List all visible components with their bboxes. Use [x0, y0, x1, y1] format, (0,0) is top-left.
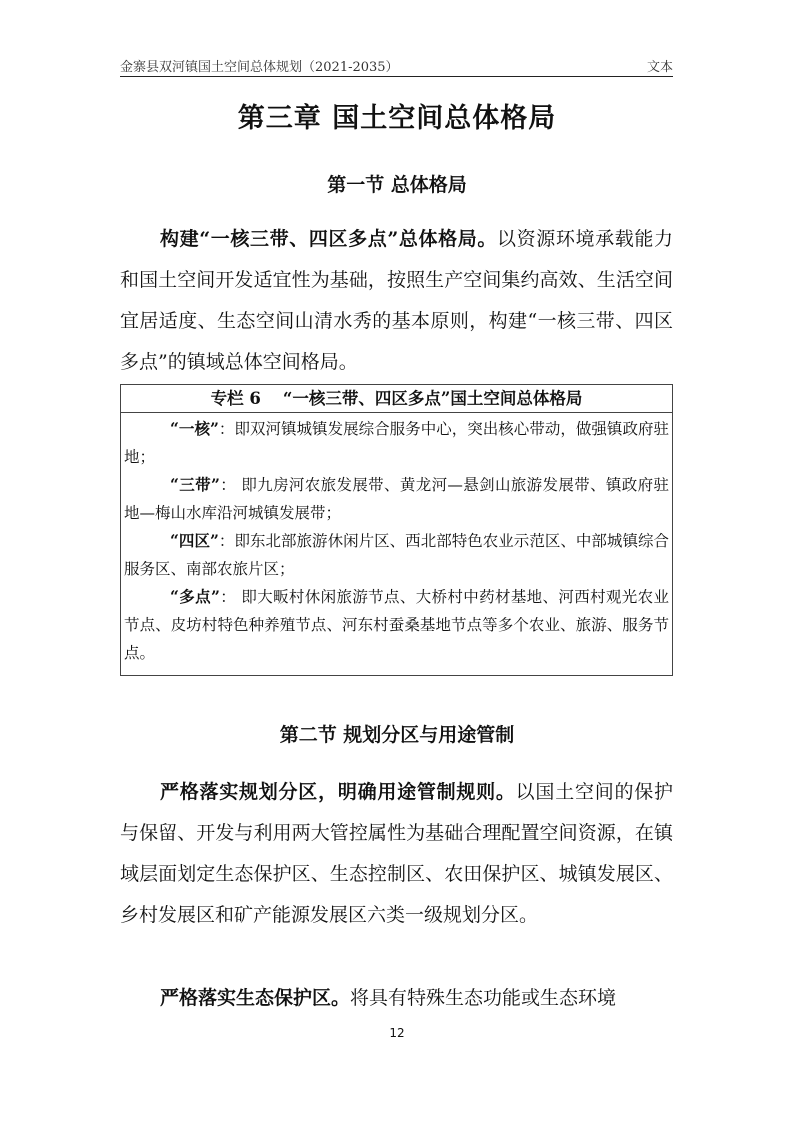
box-item-text: ： 即大畈村休闲旅游节点、大桥村中药材基地、河西村观光农业节点、皮坊村特色种养殖节点、河东村蚕桑基地节点等多个农业、旅游、服务节点。: [124, 588, 669, 662]
section-2-body-2: 将具有特殊生态功能或生态环境: [350, 987, 617, 1009]
section-2-lead-1: 严格落实规划分区，明确用途管制规则。: [160, 781, 516, 803]
column-box-body: [121, 413, 672, 667]
page-number: 12: [389, 1026, 405, 1040]
box-item-key: “一核”: [170, 419, 219, 438]
section-1-lead: 构建“一核三带、四区多点”总体格局。: [160, 228, 498, 250]
chapter-title: 第三章 国土空间总体格局: [237, 103, 557, 134]
header-tag: 文本: [646, 60, 673, 75]
box-item-key: “四区”: [170, 531, 219, 550]
box-item-text: ： 即九房河农旅发展带、黄龙河—悬剑山旅游发展带、镇政府驻地—梅山水库沿河城镇发展带；: [124, 476, 669, 522]
box-item-points: [124, 583, 669, 667]
box-item-text: ：即东北部旅游休闲片区、西北部特色农业示范区、中部城镇综合服务区、南部农旅片区；: [124, 532, 669, 578]
column-box: [120, 384, 673, 676]
section-2-lead-2: 严格落实生态保护区。: [160, 987, 351, 1009]
column-box-heading: “一核三带、四区多点”国土空间总体格局: [282, 389, 583, 408]
page-header: [120, 54, 673, 77]
box-item-core: [124, 415, 669, 471]
section-2-title: 第二节 规划分区与用途管制: [279, 724, 515, 746]
box-item-key: “多点”: [170, 587, 220, 606]
section-2-paragraph-2: [120, 978, 673, 1019]
box-item-key: “三带”: [170, 475, 220, 494]
box-item-text: ：即双河镇城镇发展综合服务中心，突出核心带动，做强镇政府驻地；: [124, 420, 669, 466]
section-1-paragraph: [120, 219, 673, 383]
section-1-title: 第一节 总体格局: [327, 174, 467, 196]
box-item-belts: [124, 471, 669, 527]
box-item-zones: [124, 527, 669, 583]
header-document-title: 金寨县双河镇国土空间总体规划（2021-2035）: [120, 60, 399, 75]
column-box-label: 专栏 6: [210, 389, 261, 408]
section-1-body: 以资源环境承载能力和国土空间开发适宜性为基础，按照生产空间集约高效、生活空间宜居适度、生态空间山清水秀的基本原则，构建“一核三带、四区多点”的镇域总体空间格局。: [120, 228, 673, 373]
section-2-body-1: 以国土空间的保护与保留、开发与利用两大管控属性为基础合理配置空间资源，在镇域层面划定生态保护区、生态控制区、农田保护区、城镇发展区、乡村发展区和矿产能源发展区六类一级规划分区。: [120, 781, 673, 926]
section-2-paragraph-1: [120, 772, 673, 936]
column-box-title: [121, 385, 672, 413]
